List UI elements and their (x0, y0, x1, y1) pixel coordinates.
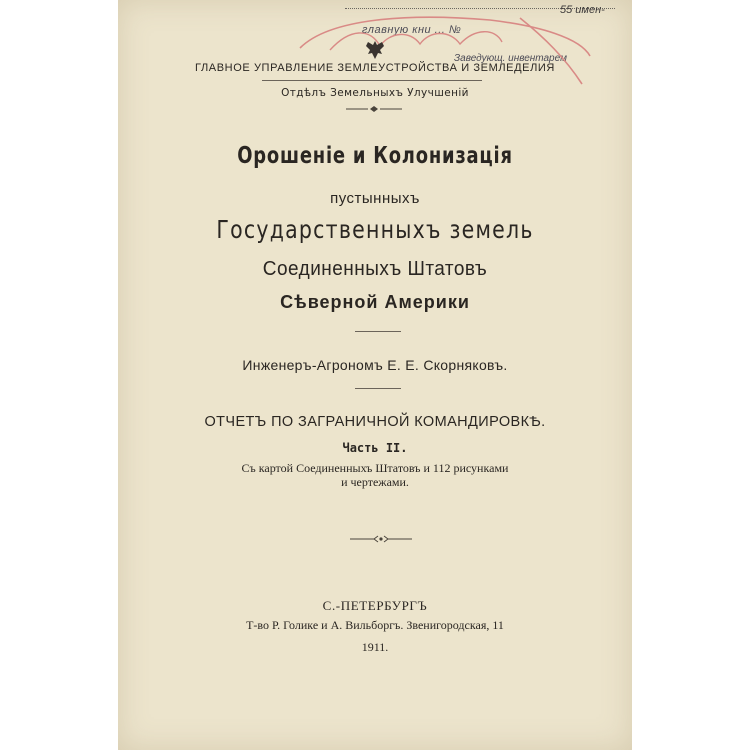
title-line-3: Государственныхъ земель (216, 215, 534, 244)
title-line-4: Соединенныхъ Штатовъ (262, 258, 488, 280)
ornament-flourish-icon (346, 533, 416, 545)
part-number: Часть II. (342, 441, 408, 455)
header-divider (262, 80, 482, 81)
contents-line-2: и чертежами. (341, 475, 409, 489)
red-pencil-annotation (290, 8, 620, 88)
imprint-printer: Т-во Р. Голике и А. Вильборгъ. Звенигородская, 11 (246, 618, 504, 632)
department-name: Отдѣлъ Земельныхъ Улучшеній (281, 87, 469, 99)
report-title: ОТЧЕТЪ ПО ЗАГРАНИЧНОЙ КОМАНДИРОВКѢ. (204, 414, 546, 430)
double-headed-eagle-icon (360, 38, 390, 62)
author-line: Инженеръ-Агрономъ Е. Е. Скорняковъ. (242, 357, 508, 373)
contents-line-1: Съ картой Соединенныхъ Штатовъ и 112 рисунками (241, 461, 509, 475)
red-pencil-stroke (520, 18, 582, 84)
imprint-city: С.-ПЕТЕРБУРГЪ (322, 598, 428, 613)
short-divider-bottom (355, 388, 401, 389)
short-divider-top (355, 331, 401, 332)
title-line-2: пустынныхъ (330, 190, 420, 207)
ornament-divider-icon (344, 104, 404, 114)
title-line-5: Сѣверной Америки (280, 292, 470, 312)
stamp-count-text: 55 имен- (560, 4, 605, 16)
stamp-register-text: главную кни ... № (362, 24, 462, 36)
red-pencil-scribble (330, 32, 502, 50)
imprint-year: 1911. (361, 640, 389, 654)
organization-name: ГЛАВНОЕ УПРАВЛЕНИЕ ЗЕМЛЕУСТРОЙСТВА И ЗЕМЛЕДЕЛИЯ (195, 62, 555, 74)
stamp-signature-text: Заведующ. инвентарем (454, 53, 567, 64)
title-line-1: Орошеніе и Колонизація (237, 143, 513, 169)
red-pencil-loop (300, 17, 590, 56)
